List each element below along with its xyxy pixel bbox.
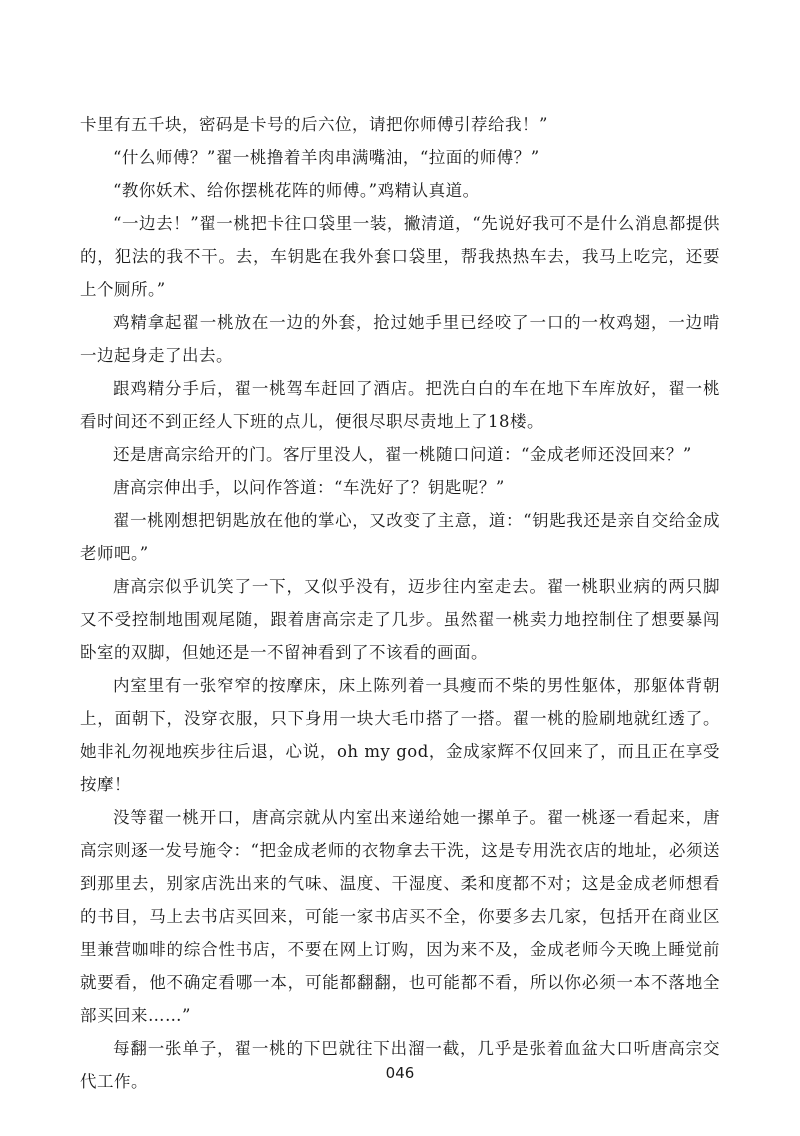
paragraph: 没等翟一桃开口，唐高宗就从内室出来递给她一摞单子。翟一桃逐一看起来，唐高宗则逐一发号施令：“把金成老师的衣物拿去干洗，这是专用洗衣店的地址，必须送到那里去，别家店洗出来的气味、温度、干湿度、柔和度都不对；这是金成老师想看的书目，马上去书店买回来，可能一家书店买不全，你要多去几家，包括开在商业区里兼营咖啡的综合性书店，不要在网上订购，因为来不及，金成老师今天晚上睡觉前就要看，他不确定看哪一本，可能都翻翻，也可能都不看，所以你必须一本不落地全部买回来……” xyxy=(80,808,720,1025)
paragraph: 鸡精拿起翟一桃放在一边的外套，抢过她手里已经咬了一口的一枚鸡翅，一边啃一边起身走了出去。 xyxy=(80,313,720,365)
paragraph: “教你妖术、给你摆桃花阵的师傅。”鸡精认真道。 xyxy=(113,181,480,200)
paragraph: 翟一桃刚想把钥匙放在他的掌心，又改变了主意，道：“钥匙我还是亲自交给金成老师吧。” xyxy=(80,511,720,563)
paragraph: 跟鸡精分手后，翟一桃驾车赶回了酒店。把洗白白的车在地下车库放好，翟一桃看时间还不到正经人下班的点儿，便很尽职尽责地上了18楼。 xyxy=(80,379,720,431)
paragraph: “一边去！”翟一桃把卡往口袋里一装，撇清道，“先说好我可不是什么消息都提供的，犯法的我不干。去，车钥匙在我外套口袋里，帮我热热车去，我马上吃完，还要上个厕所。” xyxy=(80,214,720,299)
paragraph: 唐高宗似乎讥笑了一下，又似乎没有，迈步往内室走去。翟一桃职业病的两只脚又不受控制地围观尾随，跟着唐高宗走了几步。虽然翟一桃卖力地控制住了想要暴闯卧室的双脚，但她还是一不留神看到了不该看的画面。 xyxy=(80,577,720,662)
paragraph-continued: 卡里有五千块，密码是卡号的后六位，请把你师傅引荐给我！” xyxy=(80,115,548,134)
paragraph: 唐高宗伸出手，以问作答道：“车洗好了？钥匙呢？” xyxy=(113,478,505,497)
page-number: 046 xyxy=(385,1064,415,1082)
body-text xyxy=(80,108,720,1098)
paragraph: “什么师傅？”翟一桃撸着羊肉串满嘴油，“拉面的师傅？” xyxy=(113,148,540,167)
paragraph: 每翻一张单子，翟一桃的下巴就往下出溜一截，几乎是张着血盆大口听唐高宗交代工作。 xyxy=(80,1039,720,1091)
paragraph: 内室里有一张窄窄的按摩床，床上陈列着一具瘦而不柴的男性躯体，那躯体背朝上，面朝下，没穿衣服，只下身用一块大毛巾搭了一搭。翟一桃的脸刷地就红透了。她非礼勿视地疾步往后退，心说，oh my god，金成家辉不仅回来了，而且正在享受按摩！ xyxy=(80,676,720,794)
paragraph: 还是唐高宗给开的门。客厅里没人，翟一桃随口问道：“金成老师还没回来？” xyxy=(113,445,692,464)
